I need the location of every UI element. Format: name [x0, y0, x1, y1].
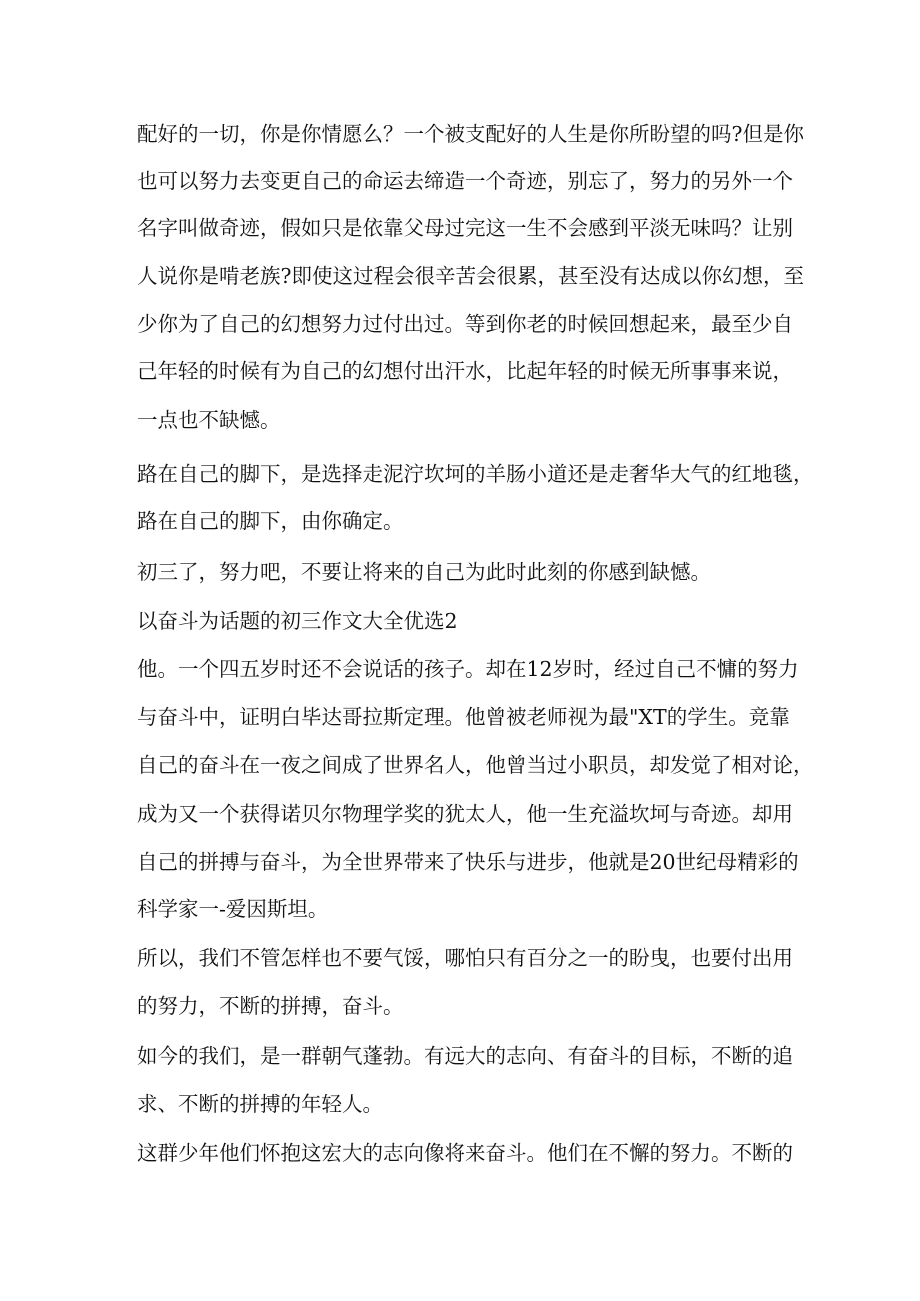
text-line: 所以，我们不管怎样也不要气馁，哪怕只有百分之一的盼曳，也要付出用 [137, 946, 793, 970]
text-line: 与奋斗中，证明白毕达哥拉斯定理。他曾被老师视为最"XT的学生。竞靠 [137, 705, 790, 729]
text-line: 自己的拼搏与奋斗，为全世界带来了快乐与进步，他就是20世纪母精彩的 [137, 850, 799, 874]
text-line: 求、不断的拼搏的年轻人。 [137, 1092, 383, 1116]
text-line: 的努力，不断的拼搏，奋斗。 [137, 994, 404, 1018]
text-line: 初三了，努力吧，不要让将来的自己为此时此刻的你感到缺憾。 [137, 560, 711, 584]
text-line: 一点也不缺憾。 [137, 408, 281, 432]
text-line: 路在自己的脚下，由你确定。 [137, 509, 404, 533]
text-line: 他。一个四五岁时还不会说话的孩子。却在12岁时，经过自己不慵的努力 [137, 657, 799, 681]
section-heading: 以奋斗为话题的初三作文大全优选2 [137, 609, 458, 633]
text-line: 自己的奋斗在一夜之间成了世界名人，他曾当过小职员，却发觉了相对论， [137, 753, 814, 777]
text-line: 成为又一个获得诺贝尔物理学奖的犹太人，他一生充溢坎坷与奇迹。却用 [137, 802, 793, 826]
text-line: 也可以努力去变更自己的命运去缔造一个奇迹，别忘了，努力的另外一个 [137, 169, 793, 193]
text-line: 如今的我们，是一群朝气蓬勃。有远大的志向、有奋斗的目标，不断的追 [137, 1044, 793, 1068]
text-line: 这群少年他们怀抱这宏大的志向像将来奋斗。他们在不懈的努力。不断的 [137, 1141, 793, 1165]
text-line: 科学家一-爱因斯坦。 [137, 897, 329, 921]
text-line: 名字叫做奇迹，假如只是依靠父母过完这一生不会感到平淡无味吗？让别 [137, 216, 793, 240]
text-line: 己年轻的时候有为自己的幻想付出汗水，比起年轻的时候无所事事来说， [137, 359, 793, 383]
text-line: 配好的一切，你是你情愿么？一个被支配好的人生是你所盼望的吗?但是你 [137, 122, 804, 146]
text-line: 路在自己的脚下，是选择走泥泞坎坷的羊肠小道还是走奢华大气的红地毯， [137, 462, 814, 486]
text-line: 人说你是啃老族?即使这过程会很辛苦会很累，甚至没有达成以你幻想，至 [137, 264, 804, 288]
text-line: 少你为了自己的幻想努力过付出过。等到你老的时候回想起来，最至少自 [137, 312, 793, 336]
